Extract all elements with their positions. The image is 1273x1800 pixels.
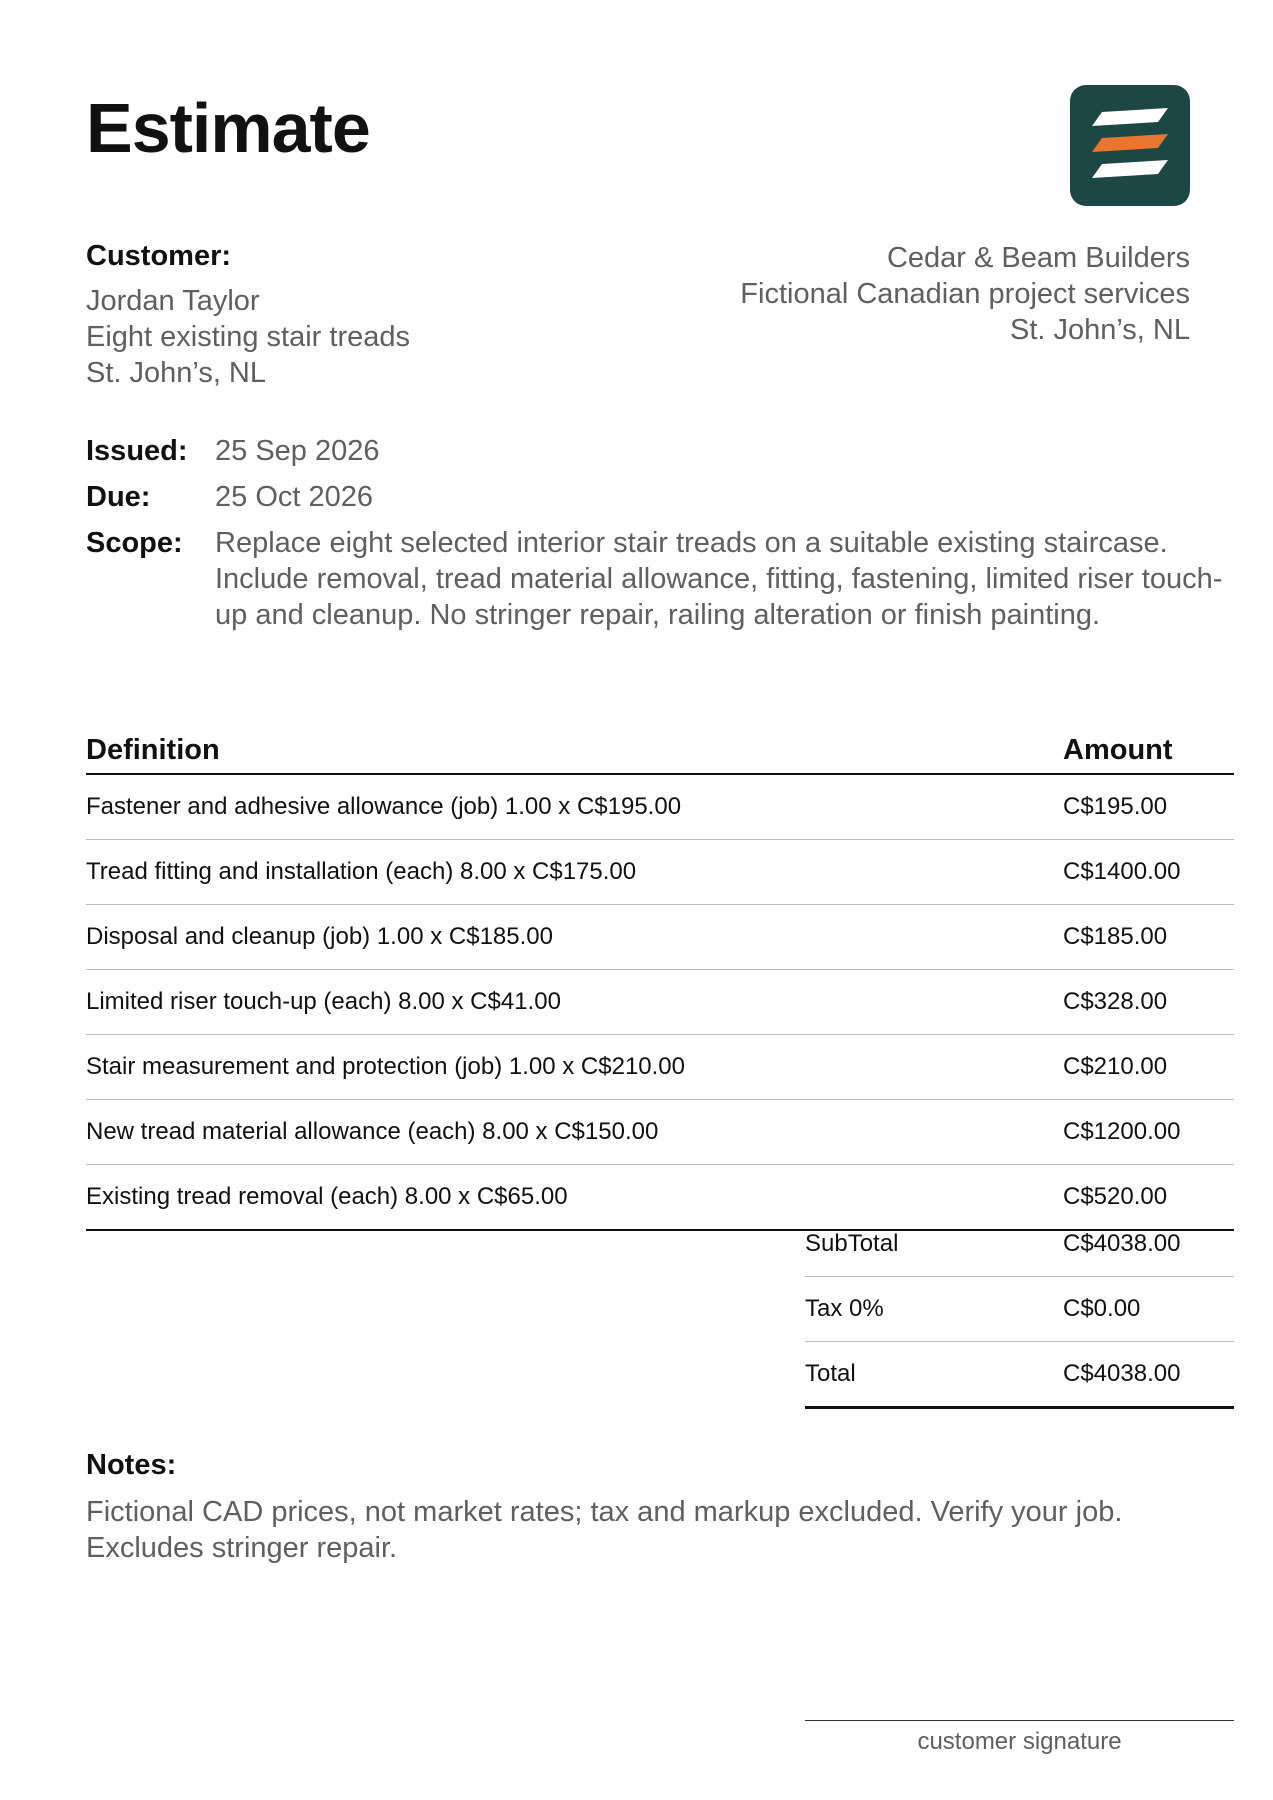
line-amount: C$328.00 xyxy=(1063,970,1234,1035)
due-label: Due: xyxy=(86,481,151,513)
line-definition: Fastener and adhesive allowance (job) 1.00 x C$195.00 xyxy=(86,774,1063,840)
page-title: Estimate xyxy=(86,89,370,167)
tax-value: C$0.00 xyxy=(1063,1277,1234,1342)
line-amount: C$195.00 xyxy=(1063,774,1234,840)
issued-date: 25 Sep 2026 xyxy=(215,435,380,467)
total-value: C$4038.00 xyxy=(1063,1342,1234,1408)
line-definition: New tread material allowance (each) 8.00 x C$150.00 xyxy=(86,1100,1063,1165)
line-amount: C$185.00 xyxy=(1063,905,1234,970)
line-definition: Tread fitting and installation (each) 8.00 x C$175.00 xyxy=(86,840,1063,905)
total-label: Total xyxy=(805,1342,1063,1408)
issued-row xyxy=(86,433,1236,469)
line-amount: C$210.00 xyxy=(1063,1035,1234,1100)
customer-name: Jordan Taylor xyxy=(86,285,260,317)
customer-location: St. John’s, NL xyxy=(86,357,267,389)
definition-header: Definition xyxy=(86,723,1063,774)
company-logo xyxy=(1070,85,1190,206)
total-row xyxy=(805,1342,1234,1408)
notes-block xyxy=(86,1449,1236,1566)
amount-header: Amount xyxy=(1063,723,1234,774)
line-items-table xyxy=(86,723,1234,1231)
line-amount: C$520.00 xyxy=(1063,1165,1234,1231)
subtotal-row xyxy=(805,1212,1234,1277)
tax-label: Tax 0% xyxy=(805,1277,1063,1342)
tax-row xyxy=(805,1277,1234,1342)
line-amount: C$1200.00 xyxy=(1063,1100,1234,1165)
customer-block xyxy=(86,240,410,391)
line-definition: Disposal and cleanup (job) 1.00 x C$185.00 xyxy=(86,905,1063,970)
line-definition: Limited riser touch-up (each) 8.00 x C$41.00 xyxy=(86,970,1063,1035)
line-amount: C$1400.00 xyxy=(1063,840,1234,905)
table-row xyxy=(86,774,1234,840)
scope-label: Scope: xyxy=(86,527,183,559)
subtotal-label: SubTotal xyxy=(805,1212,1063,1277)
table-row xyxy=(86,1100,1234,1165)
table-row xyxy=(86,840,1234,905)
subtotal-value: C$4038.00 xyxy=(1063,1212,1234,1277)
issued-label: Issued: xyxy=(86,435,188,467)
table-row xyxy=(86,1035,1234,1100)
signature-label: customer signature xyxy=(917,1728,1122,1755)
company-tagline: Fictional Canadian project services xyxy=(740,278,1190,310)
estimate-meta xyxy=(86,433,1236,643)
table-row xyxy=(86,905,1234,970)
line-definition: Stair measurement and protection (job) 1.00 x C$210.00 xyxy=(86,1035,1063,1100)
customer-project: Eight existing stair treads xyxy=(86,321,410,353)
signature-line xyxy=(805,1720,1234,1721)
company-name: Cedar & Beam Builders xyxy=(886,242,1190,274)
table-header-row xyxy=(86,723,1234,774)
table-row xyxy=(86,970,1234,1035)
line-definition: Existing tread removal (each) 8.00 x C$65.00 xyxy=(86,1165,1063,1231)
company-location: St. John’s, NL xyxy=(1009,314,1190,346)
notes-label: Notes: xyxy=(86,1449,177,1481)
due-row xyxy=(86,479,1236,515)
scope-text: Replace eight selected interior stair treads on a suitable existing staircase. Include removal, tread material allowance, fitting, fastening, limited riser touch-up and cleanup. No stringer repair, railing alteration or finish painting. xyxy=(215,527,1223,631)
notes-text: Fictional CAD prices, not market rates; tax and markup excluded. Verify your job. Excludes stringer repair. xyxy=(86,1496,1123,1564)
stair-tread-logo-icon xyxy=(1070,85,1190,206)
totals-table xyxy=(805,1212,1234,1409)
company-block xyxy=(740,240,1190,348)
customer-label: Customer: xyxy=(86,240,232,272)
scope-row xyxy=(86,525,1236,633)
due-date: 25 Oct 2026 xyxy=(215,481,373,513)
